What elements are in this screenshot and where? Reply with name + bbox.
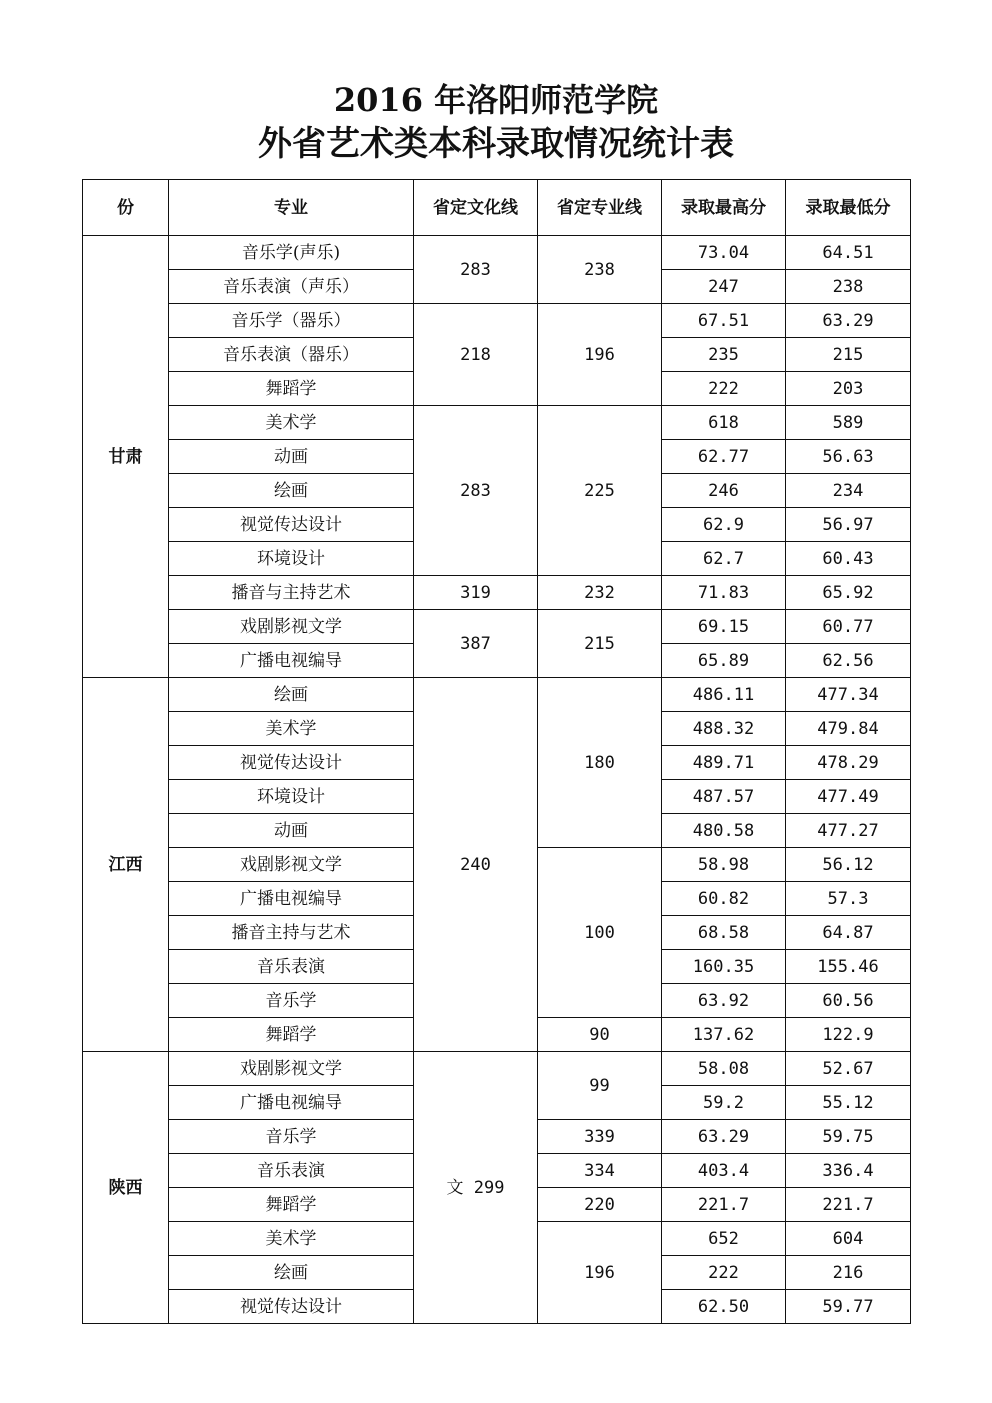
max-score-cell: 69.15 [662, 610, 786, 644]
province-cell: 江西 [83, 678, 169, 1052]
culture-line-cell: 240 [414, 678, 538, 1052]
header-major: 专业 [169, 180, 414, 236]
max-score-cell: 486.11 [662, 678, 786, 712]
max-score-cell: 71.83 [662, 576, 786, 610]
major-cell: 广播电视编导 [169, 1086, 414, 1120]
major-cell: 播音主持与艺术 [169, 916, 414, 950]
header-min-score: 录取最低分 [786, 180, 911, 236]
min-score-cell: 122.9 [786, 1018, 911, 1052]
min-score-cell: 589 [786, 406, 911, 440]
min-score-cell: 64.87 [786, 916, 911, 950]
header-professional-line: 省定专业线 [538, 180, 662, 236]
culture-line-cell: 218 [414, 304, 538, 406]
table-row [83, 678, 911, 712]
max-score-cell: 489.71 [662, 746, 786, 780]
major-cell: 音乐表演 [169, 950, 414, 984]
table-row [83, 610, 911, 644]
table-body [83, 236, 911, 1324]
professional-line-cell: 339 [538, 1120, 662, 1154]
page-title-line2: 外省艺术类本科录取情况统计表 [258, 124, 734, 164]
max-score-cell: 221.7 [662, 1188, 786, 1222]
min-score-cell: 215 [786, 338, 911, 372]
professional-line-cell: 196 [538, 304, 662, 406]
min-score-cell: 477.27 [786, 814, 911, 848]
min-score-cell: 59.77 [786, 1290, 911, 1324]
max-score-cell: 246 [662, 474, 786, 508]
major-cell: 广播电视编导 [169, 644, 414, 678]
header-max-score: 录取最高分 [662, 180, 786, 236]
major-cell: 环境设计 [169, 542, 414, 576]
max-score-cell: 618 [662, 406, 786, 440]
min-score-cell: 55.12 [786, 1086, 911, 1120]
max-score-cell: 222 [662, 1256, 786, 1290]
min-score-cell: 64.51 [786, 236, 911, 270]
min-score-cell: 477.34 [786, 678, 911, 712]
max-score-cell: 487.57 [662, 780, 786, 814]
major-cell: 音乐学 [169, 1120, 414, 1154]
max-score-cell: 62.77 [662, 440, 786, 474]
max-score-cell: 58.08 [662, 1052, 786, 1086]
professional-line-cell: 215 [538, 610, 662, 678]
max-score-cell: 480.58 [662, 814, 786, 848]
max-score-cell: 62.50 [662, 1290, 786, 1324]
culture-line-cell: 319 [414, 576, 538, 610]
max-score-cell: 59.2 [662, 1086, 786, 1120]
max-score-cell: 160.35 [662, 950, 786, 984]
major-cell: 戏剧影视文学 [169, 610, 414, 644]
major-cell: 广播电视编导 [169, 882, 414, 916]
major-cell: 音乐表演 [169, 1154, 414, 1188]
max-score-cell: 235 [662, 338, 786, 372]
min-score-cell: 221.7 [786, 1188, 911, 1222]
max-score-cell: 60.82 [662, 882, 786, 916]
culture-line-cell: 283 [414, 236, 538, 304]
min-score-cell: 604 [786, 1222, 911, 1256]
major-cell: 视觉传达设计 [169, 1290, 414, 1324]
max-score-cell: 63.92 [662, 984, 786, 1018]
min-score-cell: 60.77 [786, 610, 911, 644]
professional-line-cell: 220 [538, 1188, 662, 1222]
header-culture-line: 省定文化线 [414, 180, 538, 236]
major-cell: 舞蹈学 [169, 1188, 414, 1222]
major-cell: 音乐学 [169, 984, 414, 1018]
min-score-cell: 62.56 [786, 644, 911, 678]
page-title-line1: 2016 年洛阳师范学院 [333, 81, 659, 119]
major-cell: 音乐学(声乐) [169, 236, 414, 270]
professional-line-cell: 238 [538, 236, 662, 304]
min-score-cell: 336.4 [786, 1154, 911, 1188]
min-score-cell: 216 [786, 1256, 911, 1290]
major-cell: 美术学 [169, 406, 414, 440]
min-score-cell: 63.29 [786, 304, 911, 338]
major-cell: 视觉传达设计 [169, 508, 414, 542]
min-score-cell: 59.75 [786, 1120, 911, 1154]
major-cell: 视觉传达设计 [169, 746, 414, 780]
culture-line-cell: 文 299 [414, 1052, 538, 1324]
admission-table [82, 179, 911, 1324]
major-cell: 美术学 [169, 712, 414, 746]
header-province: 份 [83, 180, 169, 236]
major-cell: 绘画 [169, 678, 414, 712]
table-row [83, 236, 911, 270]
major-cell: 美术学 [169, 1222, 414, 1256]
table-row [83, 1052, 911, 1086]
max-score-cell: 58.98 [662, 848, 786, 882]
min-score-cell: 56.63 [786, 440, 911, 474]
min-score-cell: 477.49 [786, 780, 911, 814]
major-cell: 音乐表演（器乐） [169, 338, 414, 372]
table-row [83, 406, 911, 440]
major-cell: 舞蹈学 [169, 372, 414, 406]
major-cell: 音乐表演（声乐） [169, 270, 414, 304]
min-score-cell: 203 [786, 372, 911, 406]
max-score-cell: 65.89 [662, 644, 786, 678]
table-row [83, 576, 911, 610]
max-score-cell: 62.7 [662, 542, 786, 576]
min-score-cell: 60.43 [786, 542, 911, 576]
min-score-cell: 52.67 [786, 1052, 911, 1086]
major-cell: 舞蹈学 [169, 1018, 414, 1052]
min-score-cell: 56.97 [786, 508, 911, 542]
min-score-cell: 234 [786, 474, 911, 508]
professional-line-cell: 232 [538, 576, 662, 610]
professional-line-cell: 334 [538, 1154, 662, 1188]
max-score-cell: 488.32 [662, 712, 786, 746]
max-score-cell: 652 [662, 1222, 786, 1256]
min-score-cell: 56.12 [786, 848, 911, 882]
major-cell: 音乐学（器乐） [169, 304, 414, 338]
max-score-cell: 63.29 [662, 1120, 786, 1154]
min-score-cell: 60.56 [786, 984, 911, 1018]
max-score-cell: 247 [662, 270, 786, 304]
major-cell: 播音与主持艺术 [169, 576, 414, 610]
min-score-cell: 155.46 [786, 950, 911, 984]
min-score-cell: 65.92 [786, 576, 911, 610]
major-cell: 绘画 [169, 474, 414, 508]
min-score-cell: 57.3 [786, 882, 911, 916]
max-score-cell: 62.9 [662, 508, 786, 542]
min-score-cell: 478.29 [786, 746, 911, 780]
professional-line-cell: 196 [538, 1222, 662, 1324]
professional-line-cell: 225 [538, 406, 662, 576]
province-cell: 甘肃 [83, 236, 169, 678]
professional-line-cell: 90 [538, 1018, 662, 1052]
professional-line-cell: 180 [538, 678, 662, 848]
min-score-cell: 479.84 [786, 712, 911, 746]
major-cell: 戏剧影视文学 [169, 848, 414, 882]
professional-line-cell: 100 [538, 848, 662, 1018]
min-score-cell: 238 [786, 270, 911, 304]
major-cell: 动画 [169, 440, 414, 474]
major-cell: 环境设计 [169, 780, 414, 814]
max-score-cell: 67.51 [662, 304, 786, 338]
max-score-cell: 222 [662, 372, 786, 406]
max-score-cell: 68.58 [662, 916, 786, 950]
culture-line-cell: 283 [414, 406, 538, 576]
max-score-cell: 403.4 [662, 1154, 786, 1188]
table-row [83, 304, 911, 338]
major-cell: 戏剧影视文学 [169, 1052, 414, 1086]
major-cell: 绘画 [169, 1256, 414, 1290]
max-score-cell: 137.62 [662, 1018, 786, 1052]
professional-line-cell: 99 [538, 1052, 662, 1120]
max-score-cell: 73.04 [662, 236, 786, 270]
major-cell: 动画 [169, 814, 414, 848]
culture-line-cell: 387 [414, 610, 538, 678]
province-cell: 陕西 [83, 1052, 169, 1324]
table-header-row [83, 180, 911, 236]
